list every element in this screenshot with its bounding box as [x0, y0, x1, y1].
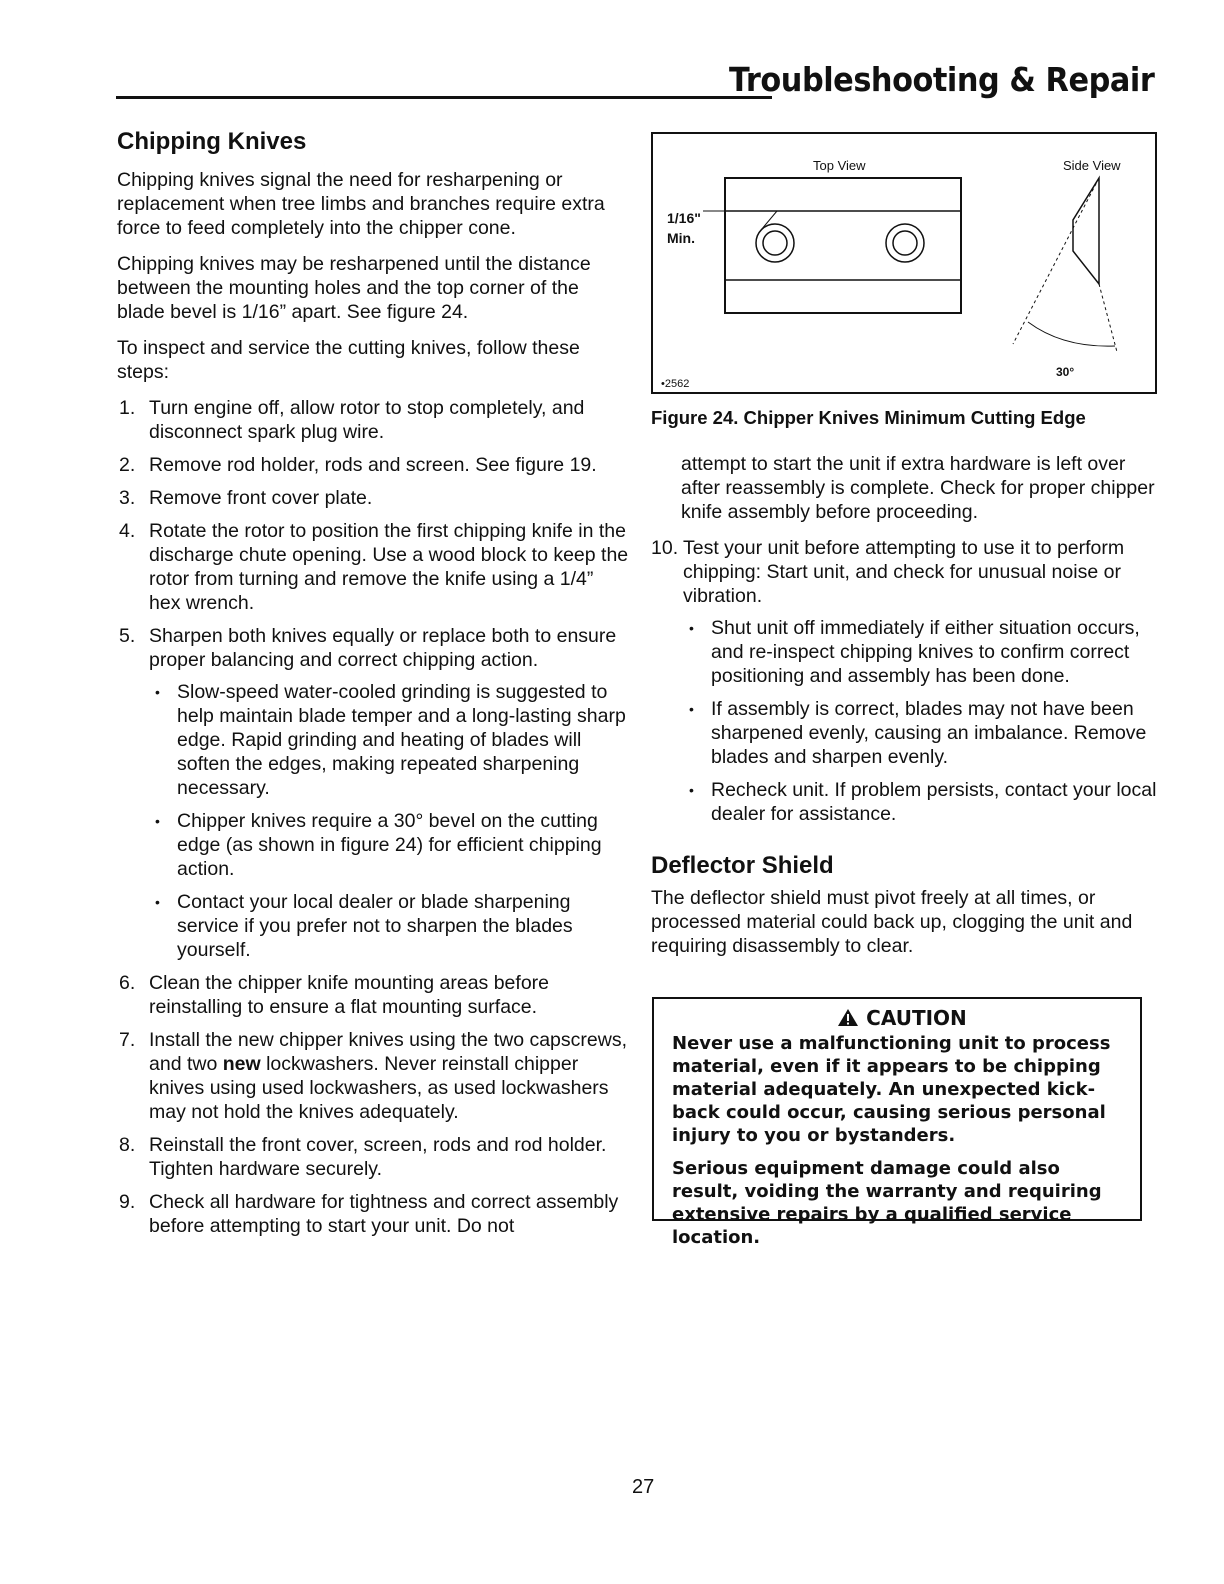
part-code: •2562 [661, 378, 690, 390]
warning-triangle-icon [837, 1008, 859, 1027]
mounting-hole-right-inner [893, 231, 917, 255]
deflector-paragraph: The deflector shield must pivot freely at all times, or processed material could back up, clogging the unit and requiring disassembly to clear. [651, 887, 1133, 957]
left-column [117, 130, 629, 1247]
figure-24 [651, 132, 1157, 394]
steps-list-continued [651, 536, 1161, 826]
angle-label: 30° [1056, 365, 1075, 379]
page-header-title: Troubleshooting & Repair [728, 60, 1154, 99]
step-item: 8. Reinstall the front cover, screen, rods and rod holder. Tighten hardware securely. [119, 1134, 607, 1180]
intro-paragraph: To inspect and service the cutting knives, follow these steps: [117, 337, 580, 383]
step-item: 1. Turn engine off, allow rotor to stop completely, and disconnect spark plug wire. [119, 397, 585, 443]
bullet-item: • Slow-speed water-cooled grinding is suggested to help maintain blade temper and a long-lasting sharp edge. Rapid grinding and heating of blades will soften the edges, making repeated sharpening necessary. [149, 680, 629, 800]
side-view-label: Side View [1063, 158, 1121, 173]
step-item: 3. Remove front cover plate. [119, 487, 373, 509]
section-title-chipping-knives: Chipping Knives [117, 128, 307, 155]
step-9-continuation: attempt to start the unit if extra hardware is left over after reassembly is complete. Check for proper chipper knife assembly before proceeding. [681, 453, 1155, 523]
caution-title: CAUTION [672, 1007, 1132, 1030]
bullet-item: • Recheck unit. If problem persists, contact your local dealer for assistance. [683, 778, 1161, 826]
step-item: 9. Check all hardware for tightness and correct assembly before attempting to start your unit. Do not [119, 1191, 619, 1237]
bullet-item: • Contact your local dealer or blade sharpening service if you prefer not to sharpen the blades yourself. [149, 890, 629, 962]
caution-paragraph: Serious equipment damage could also result, voiding the warranty and requiring extensive repairs by a qualified service location. [672, 1158, 1102, 1248]
dimension-label: 1/16" [667, 210, 701, 226]
knife-top-view-outline [725, 178, 961, 313]
top-view-label: Top View [813, 158, 866, 173]
steps-list [117, 396, 629, 1238]
bullet-item: • Shut unit off immediately if either situation occurs, and re-inspect chipping knives to confirm correct positioning and assembly has been done. [683, 616, 1161, 688]
dimension-arrow [761, 211, 777, 230]
side-view-knife-profile [1073, 178, 1099, 284]
side-view-bevel-line [1013, 178, 1099, 344]
step-item: 10. Test your unit before attempting to use it to perform chipping: Start unit, and check for unusual noise or vibration. • Shut unit off immediately if either situation occurs, and re-inspect chipping knives to confirm correct positioning and assembly has been done. • If assembly is correct, blades may not have been sharpened evenly, causing an imbalance. Remove blades and sharpen evenly. • Recheck unit. If problem persists, contact your local dealer for assistance. [651, 536, 1161, 826]
step-item: 5. Sharpen both knives equally or replace both to ensure proper balancing and correct chipping action. • Slow-speed water-cooled grinding is suggested to help maintain blade temper and a long-lasting sharp edge. Rapid grinding and heating of blades will soften the edges, making repeated sharpening necessary. • Chipper knives require a 30° bevel on the cutting edge (as shown in figure 24) for efficient chipping action. • Contact your local dealer or blade sharpening service if you prefer not to sharpen the blades yourself. [117, 624, 629, 962]
caution-box [652, 997, 1142, 1248]
caution-paragraph: Never use a malfunctioning unit to process material, even if it appears to be chipping material adequately. An unexpected kick-back could occur, causing serious personal injury to you or bystanders. [672, 1033, 1111, 1146]
dimension-sub-label: Min. [667, 230, 695, 246]
bullet-item: • If assembly is correct, blades may not have been sharpened evenly, causing an imbalance. Remove blades and sharpen evenly. [683, 697, 1161, 769]
step-item: 2. Remove rod holder, rods and screen. See figure 19. [119, 454, 597, 476]
section-title-deflector-shield: Deflector Shield [651, 852, 834, 879]
page-number: 27 [632, 1476, 655, 1498]
angle-arc [1028, 322, 1115, 346]
bullet-item: • Chipper knives require a 30° bevel on the cutting edge (as shown in figure 24) for efficient chipping action. [149, 809, 629, 881]
right-column [651, 130, 1161, 970]
side-view-base-line [1099, 284, 1117, 352]
step-item: 4. Rotate the rotor to position the first chipping knife in the discharge chute opening. Use a wood block to keep the rotor from turning and remove the knife using a 1/4” hex wrench. [119, 520, 629, 614]
mounting-hole-right [886, 224, 924, 262]
step-item: 7. Install the new chipper knives using the two capscrews, and two new lockwashers. Never reinstall chipper knives using used lockwashers, as used lockwashers may not hold the knives adequately. [119, 1029, 627, 1123]
header-rule [116, 96, 772, 99]
step-5-bullets [149, 680, 629, 962]
mounting-hole-left-inner [763, 231, 787, 255]
step-10-bullets [683, 616, 1161, 826]
step-item: 6. Clean the chipper knife mounting areas before reinstalling to ensure a flat mounting surface. [119, 972, 549, 1018]
figure-caption: Figure 24. Chipper Knives Minimum Cutting Edge [651, 407, 1086, 428]
intro-paragraph: Chipping knives may be resharpened until the distance between the mounting holes and the top corner of the blade bevel is 1/16” apart. See figure 24. [117, 253, 591, 323]
intro-paragraph: Chipping knives signal the need for resharpening or replacement when tree limbs and branches require extra force to feed completely into the chipper cone. [117, 169, 605, 239]
